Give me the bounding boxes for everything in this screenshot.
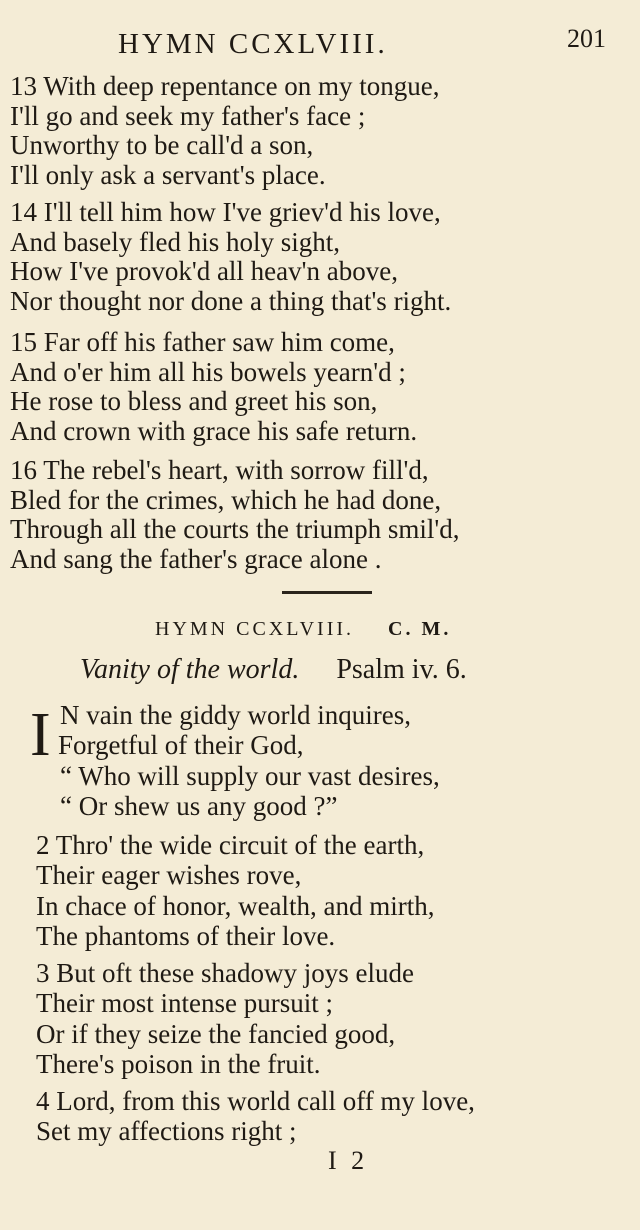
signature-mark: I 2 — [328, 1146, 369, 1175]
hymn-topic: Vanity of the world. — [80, 654, 300, 685]
verse-16 — [10, 456, 610, 574]
verse-line: 13 With deep repentance on my tongue, — [10, 71, 440, 101]
verse-line: Nor thought nor done a thing that's right. — [10, 285, 452, 316]
section-divider — [282, 591, 372, 594]
verse-line: “ Or shew us any good ?” — [60, 791, 338, 822]
verse-line: Set my affections right ; — [36, 1116, 297, 1147]
verse-line: N vain the giddy world inquires, — [60, 700, 411, 730]
hymn-verse-2 — [36, 830, 616, 952]
verse-line: How I've provok'd all heav'n above, — [10, 256, 398, 287]
hymn-meter: C. M. — [388, 618, 452, 640]
verse-line: I'll only ask a servant's place. — [10, 159, 326, 190]
verse-line: 4 Lord, from this world call off my love, — [36, 1086, 475, 1116]
hymn-verse-1 — [36, 700, 616, 822]
hymn-subtitle — [80, 654, 467, 686]
running-head — [0, 24, 640, 68]
hymn-number: HYMN CCXLVIII. — [155, 618, 355, 640]
verse-line: 14 I'll tell him how I've griev'd his love, — [10, 197, 441, 227]
page-number: 201 — [567, 24, 606, 53]
verse-line: And basely fled his holy sight, — [10, 226, 340, 257]
verse-line: Through all the courts the triumph smil'd, — [10, 514, 460, 545]
verse-line: 16 The rebel's heart, with sorrow fill'd, — [10, 455, 429, 485]
hymn-heading — [155, 618, 451, 641]
verse-line: I'll go and seek my father's face ; — [10, 100, 366, 131]
verse-line: 3 But oft these shadowy joys elude — [36, 958, 414, 988]
verse-line: “ Who will supply our vast desires, — [60, 760, 440, 791]
verse-line: In chace of honor, wealth, and mirth, — [36, 890, 435, 921]
verse-14 — [10, 198, 610, 316]
verse-line: Their most intense pursuit ; — [36, 988, 333, 1019]
scripture-reference: Psalm iv. 6. — [336, 654, 467, 685]
running-title: HYMN CCXLVIII. — [118, 28, 388, 60]
verse-line: 15 Far off his father saw him come, — [10, 327, 395, 357]
hymn-verse-4 — [36, 1086, 616, 1147]
verse-line: Their eager wishes rove, — [36, 860, 302, 891]
verse-line: Or if they seize the fancied good, — [36, 1018, 396, 1049]
verse-line: He rose to bless and greet his son, — [10, 386, 378, 417]
verse-line: And sang the father's grace alone . — [10, 543, 382, 574]
verse-15 — [10, 328, 610, 446]
verse-line: Forgetful of their God, — [58, 730, 304, 761]
drop-cap: I — [30, 701, 51, 769]
verse-line: 2 Thro' the wide circuit of the earth, — [36, 830, 425, 860]
verse-line: Unworthy to be call'd a son, — [10, 130, 314, 161]
verse-line: And crown with grace his safe return. — [10, 415, 418, 446]
hymn-verse-3 — [36, 958, 616, 1080]
verse-line: Bled for the crimes, which he had done, — [10, 484, 442, 515]
verse-line: There's poison in the fruit. — [36, 1049, 321, 1080]
verse-13 — [10, 72, 610, 190]
verse-line: And o'er him all his bowels yearn'd ; — [10, 356, 406, 387]
verse-line: The phantoms of their love. — [36, 921, 336, 952]
